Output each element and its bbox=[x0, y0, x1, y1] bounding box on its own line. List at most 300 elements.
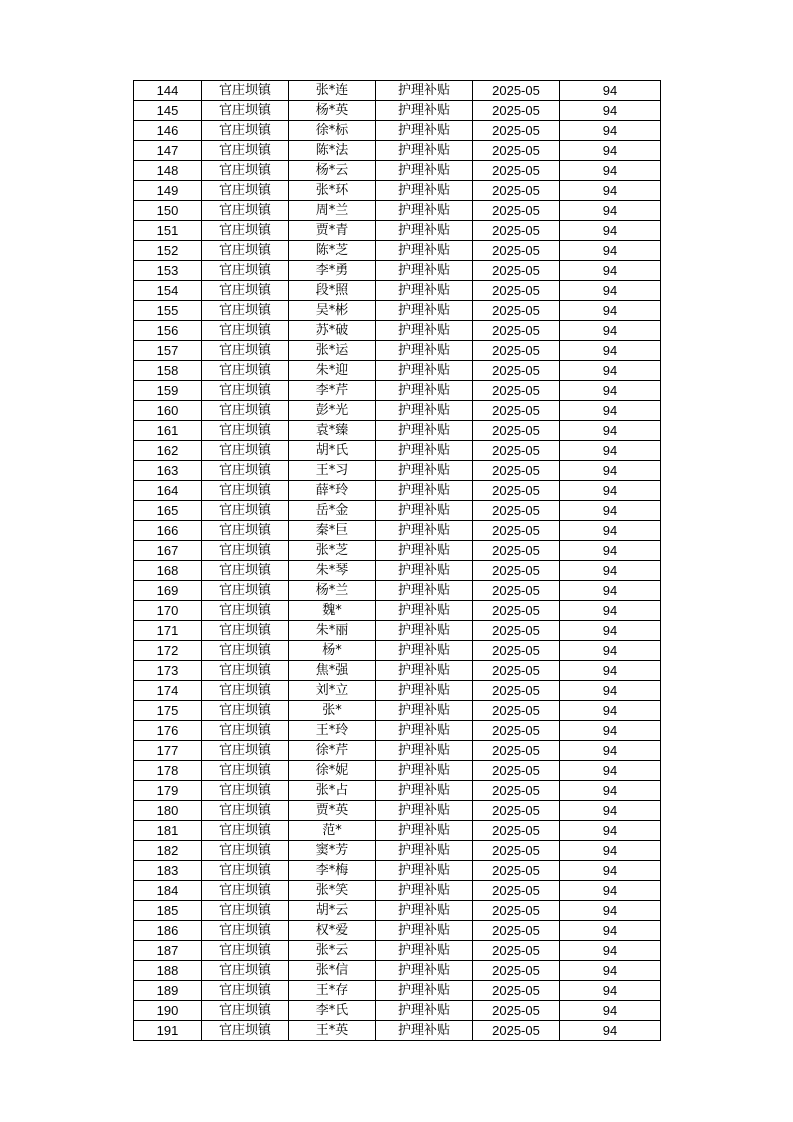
table-row bbox=[134, 361, 661, 381]
cell-town: 官庄坝镇 bbox=[202, 481, 289, 501]
cell-serial-number: 177 bbox=[134, 741, 202, 761]
cell-town: 官庄坝镇 bbox=[202, 281, 289, 301]
cell-subsidy-type: 护理补贴 bbox=[376, 81, 473, 101]
cell-subsidy-type: 护理补贴 bbox=[376, 741, 473, 761]
cell-amount: 94 bbox=[560, 341, 661, 361]
cell-subsidy-type: 护理补贴 bbox=[376, 221, 473, 241]
cell-subsidy-type: 护理补贴 bbox=[376, 381, 473, 401]
table-row bbox=[134, 921, 661, 941]
cell-amount: 94 bbox=[560, 801, 661, 821]
table-row bbox=[134, 981, 661, 1001]
cell-subsidy-type: 护理补贴 bbox=[376, 621, 473, 641]
cell-month: 2025-05 bbox=[473, 381, 560, 401]
cell-serial-number: 172 bbox=[134, 641, 202, 661]
cell-town: 官庄坝镇 bbox=[202, 741, 289, 761]
cell-town: 官庄坝镇 bbox=[202, 501, 289, 521]
cell-subsidy-type: 护理补贴 bbox=[376, 761, 473, 781]
cell-subsidy-type: 护理补贴 bbox=[376, 341, 473, 361]
cell-serial-number: 167 bbox=[134, 541, 202, 561]
cell-town: 官庄坝镇 bbox=[202, 321, 289, 341]
cell-subsidy-type: 护理补贴 bbox=[376, 521, 473, 541]
cell-month: 2025-05 bbox=[473, 1021, 560, 1041]
cell-month: 2025-05 bbox=[473, 361, 560, 381]
cell-subsidy-type: 护理补贴 bbox=[376, 281, 473, 301]
cell-subsidy-type: 护理补贴 bbox=[376, 781, 473, 801]
cell-subsidy-type: 护理补贴 bbox=[376, 1001, 473, 1021]
cell-town: 官庄坝镇 bbox=[202, 461, 289, 481]
cell-subsidy-type: 护理补贴 bbox=[376, 361, 473, 381]
table-row bbox=[134, 421, 661, 441]
cell-town: 官庄坝镇 bbox=[202, 861, 289, 881]
cell-amount: 94 bbox=[560, 281, 661, 301]
cell-subsidy-type: 护理补贴 bbox=[376, 401, 473, 421]
table-row bbox=[134, 441, 661, 461]
cell-amount: 94 bbox=[560, 821, 661, 841]
table-row bbox=[134, 741, 661, 761]
cell-town: 官庄坝镇 bbox=[202, 681, 289, 701]
cell-town: 官庄坝镇 bbox=[202, 721, 289, 741]
cell-person-name: 张*云 bbox=[289, 941, 376, 961]
cell-serial-number: 174 bbox=[134, 681, 202, 701]
cell-serial-number: 180 bbox=[134, 801, 202, 821]
cell-person-name: 李*氏 bbox=[289, 1001, 376, 1021]
cell-month: 2025-05 bbox=[473, 181, 560, 201]
cell-subsidy-type: 护理补贴 bbox=[376, 261, 473, 281]
cell-subsidy-type: 护理补贴 bbox=[376, 181, 473, 201]
cell-subsidy-type: 护理补贴 bbox=[376, 681, 473, 701]
cell-subsidy-type: 护理补贴 bbox=[376, 641, 473, 661]
cell-month: 2025-05 bbox=[473, 861, 560, 881]
cell-town: 官庄坝镇 bbox=[202, 361, 289, 381]
cell-person-name: 苏*破 bbox=[289, 321, 376, 341]
cell-subsidy-type: 护理补贴 bbox=[376, 461, 473, 481]
cell-month: 2025-05 bbox=[473, 321, 560, 341]
cell-subsidy-type: 护理补贴 bbox=[376, 821, 473, 841]
table-row bbox=[134, 281, 661, 301]
cell-person-name: 贾*英 bbox=[289, 801, 376, 821]
cell-subsidy-type: 护理补贴 bbox=[376, 161, 473, 181]
cell-amount: 94 bbox=[560, 661, 661, 681]
cell-person-name: 权*爱 bbox=[289, 921, 376, 941]
cell-town: 官庄坝镇 bbox=[202, 1021, 289, 1041]
cell-town: 官庄坝镇 bbox=[202, 921, 289, 941]
cell-month: 2025-05 bbox=[473, 741, 560, 761]
cell-town: 官庄坝镇 bbox=[202, 781, 289, 801]
cell-serial-number: 168 bbox=[134, 561, 202, 581]
cell-serial-number: 179 bbox=[134, 781, 202, 801]
cell-town: 官庄坝镇 bbox=[202, 901, 289, 921]
cell-person-name: 窦*芳 bbox=[289, 841, 376, 861]
cell-amount: 94 bbox=[560, 601, 661, 621]
cell-subsidy-type: 护理补贴 bbox=[376, 1021, 473, 1041]
cell-amount: 94 bbox=[560, 321, 661, 341]
cell-person-name: 袁*臻 bbox=[289, 421, 376, 441]
cell-serial-number: 151 bbox=[134, 221, 202, 241]
cell-serial-number: 150 bbox=[134, 201, 202, 221]
cell-person-name: 王*习 bbox=[289, 461, 376, 481]
cell-serial-number: 144 bbox=[134, 81, 202, 101]
cell-town: 官庄坝镇 bbox=[202, 381, 289, 401]
cell-town: 官庄坝镇 bbox=[202, 1001, 289, 1021]
table-row bbox=[134, 321, 661, 341]
cell-person-name: 范* bbox=[289, 821, 376, 841]
cell-person-name: 徐*芹 bbox=[289, 741, 376, 761]
cell-amount: 94 bbox=[560, 261, 661, 281]
cell-town: 官庄坝镇 bbox=[202, 821, 289, 841]
cell-month: 2025-05 bbox=[473, 281, 560, 301]
cell-month: 2025-05 bbox=[473, 821, 560, 841]
cell-subsidy-type: 护理补贴 bbox=[376, 421, 473, 441]
cell-subsidy-type: 护理补贴 bbox=[376, 321, 473, 341]
cell-amount: 94 bbox=[560, 561, 661, 581]
cell-month: 2025-05 bbox=[473, 421, 560, 441]
cell-serial-number: 165 bbox=[134, 501, 202, 521]
cell-person-name: 周*兰 bbox=[289, 201, 376, 221]
cell-serial-number: 153 bbox=[134, 261, 202, 281]
table-row bbox=[134, 301, 661, 321]
cell-town: 官庄坝镇 bbox=[202, 981, 289, 1001]
cell-serial-number: 166 bbox=[134, 521, 202, 541]
cell-amount: 94 bbox=[560, 201, 661, 221]
cell-month: 2025-05 bbox=[473, 581, 560, 601]
cell-month: 2025-05 bbox=[473, 841, 560, 861]
cell-town: 官庄坝镇 bbox=[202, 201, 289, 221]
table-row bbox=[134, 81, 661, 101]
cell-amount: 94 bbox=[560, 461, 661, 481]
cell-town: 官庄坝镇 bbox=[202, 881, 289, 901]
cell-serial-number: 170 bbox=[134, 601, 202, 621]
subsidy-table bbox=[133, 80, 661, 1041]
cell-serial-number: 183 bbox=[134, 861, 202, 881]
cell-amount: 94 bbox=[560, 781, 661, 801]
table-row bbox=[134, 241, 661, 261]
cell-person-name: 魏* bbox=[289, 601, 376, 621]
cell-subsidy-type: 护理补贴 bbox=[376, 861, 473, 881]
cell-month: 2025-05 bbox=[473, 961, 560, 981]
cell-amount: 94 bbox=[560, 101, 661, 121]
cell-serial-number: 189 bbox=[134, 981, 202, 1001]
cell-month: 2025-05 bbox=[473, 641, 560, 661]
cell-month: 2025-05 bbox=[473, 521, 560, 541]
cell-serial-number: 176 bbox=[134, 721, 202, 741]
cell-person-name: 段*照 bbox=[289, 281, 376, 301]
cell-month: 2025-05 bbox=[473, 941, 560, 961]
cell-person-name: 吴*彬 bbox=[289, 301, 376, 321]
cell-month: 2025-05 bbox=[473, 441, 560, 461]
cell-amount: 94 bbox=[560, 381, 661, 401]
cell-person-name: 张*运 bbox=[289, 341, 376, 361]
cell-subsidy-type: 护理补贴 bbox=[376, 501, 473, 521]
cell-serial-number: 187 bbox=[134, 941, 202, 961]
cell-serial-number: 188 bbox=[134, 961, 202, 981]
cell-month: 2025-05 bbox=[473, 341, 560, 361]
cell-serial-number: 157 bbox=[134, 341, 202, 361]
cell-person-name: 杨*兰 bbox=[289, 581, 376, 601]
cell-subsidy-type: 护理补贴 bbox=[376, 301, 473, 321]
cell-town: 官庄坝镇 bbox=[202, 81, 289, 101]
cell-town: 官庄坝镇 bbox=[202, 241, 289, 261]
cell-subsidy-type: 护理补贴 bbox=[376, 981, 473, 1001]
cell-person-name: 陈*芝 bbox=[289, 241, 376, 261]
cell-person-name: 张*环 bbox=[289, 181, 376, 201]
cell-person-name: 彭*光 bbox=[289, 401, 376, 421]
cell-month: 2025-05 bbox=[473, 621, 560, 641]
cell-person-name: 张*信 bbox=[289, 961, 376, 981]
cell-serial-number: 169 bbox=[134, 581, 202, 601]
cell-town: 官庄坝镇 bbox=[202, 801, 289, 821]
cell-serial-number: 155 bbox=[134, 301, 202, 321]
cell-subsidy-type: 护理补贴 bbox=[376, 141, 473, 161]
cell-town: 官庄坝镇 bbox=[202, 101, 289, 121]
cell-amount: 94 bbox=[560, 761, 661, 781]
cell-person-name: 王*英 bbox=[289, 1021, 376, 1041]
cell-serial-number: 154 bbox=[134, 281, 202, 301]
cell-subsidy-type: 护理补贴 bbox=[376, 561, 473, 581]
cell-serial-number: 149 bbox=[134, 181, 202, 201]
cell-town: 官庄坝镇 bbox=[202, 621, 289, 641]
cell-amount: 94 bbox=[560, 121, 661, 141]
cell-person-name: 薛*玲 bbox=[289, 481, 376, 501]
table-row bbox=[134, 881, 661, 901]
cell-serial-number: 171 bbox=[134, 621, 202, 641]
cell-amount: 94 bbox=[560, 421, 661, 441]
cell-person-name: 李*芹 bbox=[289, 381, 376, 401]
cell-amount: 94 bbox=[560, 501, 661, 521]
cell-subsidy-type: 护理补贴 bbox=[376, 101, 473, 121]
cell-serial-number: 164 bbox=[134, 481, 202, 501]
cell-amount: 94 bbox=[560, 81, 661, 101]
cell-person-name: 张*占 bbox=[289, 781, 376, 801]
cell-serial-number: 191 bbox=[134, 1021, 202, 1041]
cell-month: 2025-05 bbox=[473, 661, 560, 681]
cell-subsidy-type: 护理补贴 bbox=[376, 841, 473, 861]
cell-subsidy-type: 护理补贴 bbox=[376, 701, 473, 721]
cell-town: 官庄坝镇 bbox=[202, 221, 289, 241]
cell-person-name: 秦*巨 bbox=[289, 521, 376, 541]
table-row bbox=[134, 381, 661, 401]
cell-month: 2025-05 bbox=[473, 161, 560, 181]
cell-amount: 94 bbox=[560, 441, 661, 461]
cell-month: 2025-05 bbox=[473, 81, 560, 101]
cell-person-name: 张*笑 bbox=[289, 881, 376, 901]
cell-serial-number: 175 bbox=[134, 701, 202, 721]
cell-serial-number: 158 bbox=[134, 361, 202, 381]
cell-amount: 94 bbox=[560, 581, 661, 601]
cell-person-name: 贾*青 bbox=[289, 221, 376, 241]
cell-subsidy-type: 护理补贴 bbox=[376, 201, 473, 221]
table-row bbox=[134, 781, 661, 801]
cell-month: 2025-05 bbox=[473, 901, 560, 921]
cell-month: 2025-05 bbox=[473, 221, 560, 241]
cell-town: 官庄坝镇 bbox=[202, 541, 289, 561]
table-row bbox=[134, 961, 661, 981]
cell-town: 官庄坝镇 bbox=[202, 181, 289, 201]
cell-serial-number: 145 bbox=[134, 101, 202, 121]
table-row bbox=[134, 621, 661, 641]
cell-town: 官庄坝镇 bbox=[202, 641, 289, 661]
cell-amount: 94 bbox=[560, 881, 661, 901]
cell-person-name: 张* bbox=[289, 701, 376, 721]
cell-person-name: 岳*金 bbox=[289, 501, 376, 521]
cell-serial-number: 185 bbox=[134, 901, 202, 921]
cell-amount: 94 bbox=[560, 921, 661, 941]
cell-town: 官庄坝镇 bbox=[202, 521, 289, 541]
cell-town: 官庄坝镇 bbox=[202, 161, 289, 181]
cell-serial-number: 190 bbox=[134, 1001, 202, 1021]
table-row bbox=[134, 401, 661, 421]
cell-subsidy-type: 护理补贴 bbox=[376, 541, 473, 561]
cell-amount: 94 bbox=[560, 161, 661, 181]
cell-subsidy-type: 护理补贴 bbox=[376, 121, 473, 141]
cell-amount: 94 bbox=[560, 181, 661, 201]
cell-amount: 94 bbox=[560, 961, 661, 981]
cell-month: 2025-05 bbox=[473, 501, 560, 521]
cell-subsidy-type: 护理补贴 bbox=[376, 801, 473, 821]
cell-month: 2025-05 bbox=[473, 681, 560, 701]
table-row bbox=[134, 101, 661, 121]
table-row bbox=[134, 341, 661, 361]
cell-person-name: 杨* bbox=[289, 641, 376, 661]
cell-person-name: 徐*妮 bbox=[289, 761, 376, 781]
cell-town: 官庄坝镇 bbox=[202, 261, 289, 281]
table-body bbox=[134, 81, 661, 1041]
table-row bbox=[134, 901, 661, 921]
cell-town: 官庄坝镇 bbox=[202, 561, 289, 581]
cell-subsidy-type: 护理补贴 bbox=[376, 241, 473, 261]
cell-month: 2025-05 bbox=[473, 801, 560, 821]
table-row bbox=[134, 181, 661, 201]
cell-person-name: 陈*法 bbox=[289, 141, 376, 161]
cell-town: 官庄坝镇 bbox=[202, 841, 289, 861]
cell-month: 2025-05 bbox=[473, 921, 560, 941]
cell-town: 官庄坝镇 bbox=[202, 701, 289, 721]
cell-serial-number: 156 bbox=[134, 321, 202, 341]
cell-month: 2025-05 bbox=[473, 261, 560, 281]
cell-month: 2025-05 bbox=[473, 701, 560, 721]
table-row bbox=[134, 121, 661, 141]
cell-month: 2025-05 bbox=[473, 601, 560, 621]
cell-month: 2025-05 bbox=[473, 141, 560, 161]
cell-town: 官庄坝镇 bbox=[202, 421, 289, 441]
cell-amount: 94 bbox=[560, 221, 661, 241]
cell-month: 2025-05 bbox=[473, 541, 560, 561]
cell-subsidy-type: 护理补贴 bbox=[376, 581, 473, 601]
cell-town: 官庄坝镇 bbox=[202, 401, 289, 421]
cell-person-name: 胡*氏 bbox=[289, 441, 376, 461]
cell-month: 2025-05 bbox=[473, 241, 560, 261]
table-row bbox=[134, 261, 661, 281]
cell-person-name: 徐*标 bbox=[289, 121, 376, 141]
cell-serial-number: 163 bbox=[134, 461, 202, 481]
cell-serial-number: 182 bbox=[134, 841, 202, 861]
cell-month: 2025-05 bbox=[473, 481, 560, 501]
cell-amount: 94 bbox=[560, 841, 661, 861]
cell-serial-number: 147 bbox=[134, 141, 202, 161]
cell-amount: 94 bbox=[560, 941, 661, 961]
cell-subsidy-type: 护理补贴 bbox=[376, 881, 473, 901]
table-row bbox=[134, 461, 661, 481]
cell-serial-number: 178 bbox=[134, 761, 202, 781]
cell-amount: 94 bbox=[560, 621, 661, 641]
table-row bbox=[134, 221, 661, 241]
cell-subsidy-type: 护理补贴 bbox=[376, 481, 473, 501]
cell-person-name: 朱*琴 bbox=[289, 561, 376, 581]
cell-serial-number: 146 bbox=[134, 121, 202, 141]
subsidy-table-page bbox=[133, 80, 661, 1041]
table-row bbox=[134, 861, 661, 881]
cell-month: 2025-05 bbox=[473, 761, 560, 781]
cell-serial-number: 160 bbox=[134, 401, 202, 421]
cell-town: 官庄坝镇 bbox=[202, 341, 289, 361]
cell-town: 官庄坝镇 bbox=[202, 581, 289, 601]
cell-amount: 94 bbox=[560, 521, 661, 541]
cell-serial-number: 152 bbox=[134, 241, 202, 261]
table-row bbox=[134, 521, 661, 541]
cell-month: 2025-05 bbox=[473, 201, 560, 221]
cell-person-name: 杨*云 bbox=[289, 161, 376, 181]
cell-town: 官庄坝镇 bbox=[202, 141, 289, 161]
cell-amount: 94 bbox=[560, 541, 661, 561]
cell-town: 官庄坝镇 bbox=[202, 121, 289, 141]
cell-serial-number: 186 bbox=[134, 921, 202, 941]
cell-amount: 94 bbox=[560, 721, 661, 741]
cell-town: 官庄坝镇 bbox=[202, 941, 289, 961]
table-row bbox=[134, 141, 661, 161]
table-row bbox=[134, 821, 661, 841]
table-row bbox=[134, 661, 661, 681]
table-row bbox=[134, 481, 661, 501]
cell-person-name: 王*玲 bbox=[289, 721, 376, 741]
cell-amount: 94 bbox=[560, 981, 661, 1001]
cell-person-name: 杨*英 bbox=[289, 101, 376, 121]
cell-serial-number: 159 bbox=[134, 381, 202, 401]
cell-amount: 94 bbox=[560, 141, 661, 161]
cell-person-name: 李*梅 bbox=[289, 861, 376, 881]
cell-month: 2025-05 bbox=[473, 401, 560, 421]
cell-month: 2025-05 bbox=[473, 881, 560, 901]
cell-person-name: 胡*云 bbox=[289, 901, 376, 921]
cell-serial-number: 184 bbox=[134, 881, 202, 901]
cell-month: 2025-05 bbox=[473, 781, 560, 801]
table-row bbox=[134, 1021, 661, 1041]
cell-subsidy-type: 护理补贴 bbox=[376, 661, 473, 681]
table-row bbox=[134, 681, 661, 701]
table-row bbox=[134, 761, 661, 781]
cell-amount: 94 bbox=[560, 301, 661, 321]
cell-amount: 94 bbox=[560, 901, 661, 921]
cell-amount: 94 bbox=[560, 361, 661, 381]
cell-person-name: 张*芝 bbox=[289, 541, 376, 561]
cell-amount: 94 bbox=[560, 1001, 661, 1021]
table-row bbox=[134, 841, 661, 861]
cell-subsidy-type: 护理补贴 bbox=[376, 441, 473, 461]
cell-town: 官庄坝镇 bbox=[202, 301, 289, 321]
table-row bbox=[134, 701, 661, 721]
cell-serial-number: 181 bbox=[134, 821, 202, 841]
cell-subsidy-type: 护理补贴 bbox=[376, 721, 473, 741]
cell-town: 官庄坝镇 bbox=[202, 661, 289, 681]
table-row bbox=[134, 1001, 661, 1021]
cell-town: 官庄坝镇 bbox=[202, 601, 289, 621]
cell-person-name: 朱*丽 bbox=[289, 621, 376, 641]
cell-subsidy-type: 护理补贴 bbox=[376, 921, 473, 941]
cell-amount: 94 bbox=[560, 701, 661, 721]
cell-subsidy-type: 护理补贴 bbox=[376, 901, 473, 921]
cell-town: 官庄坝镇 bbox=[202, 761, 289, 781]
cell-amount: 94 bbox=[560, 481, 661, 501]
cell-person-name: 刘*立 bbox=[289, 681, 376, 701]
cell-amount: 94 bbox=[560, 401, 661, 421]
